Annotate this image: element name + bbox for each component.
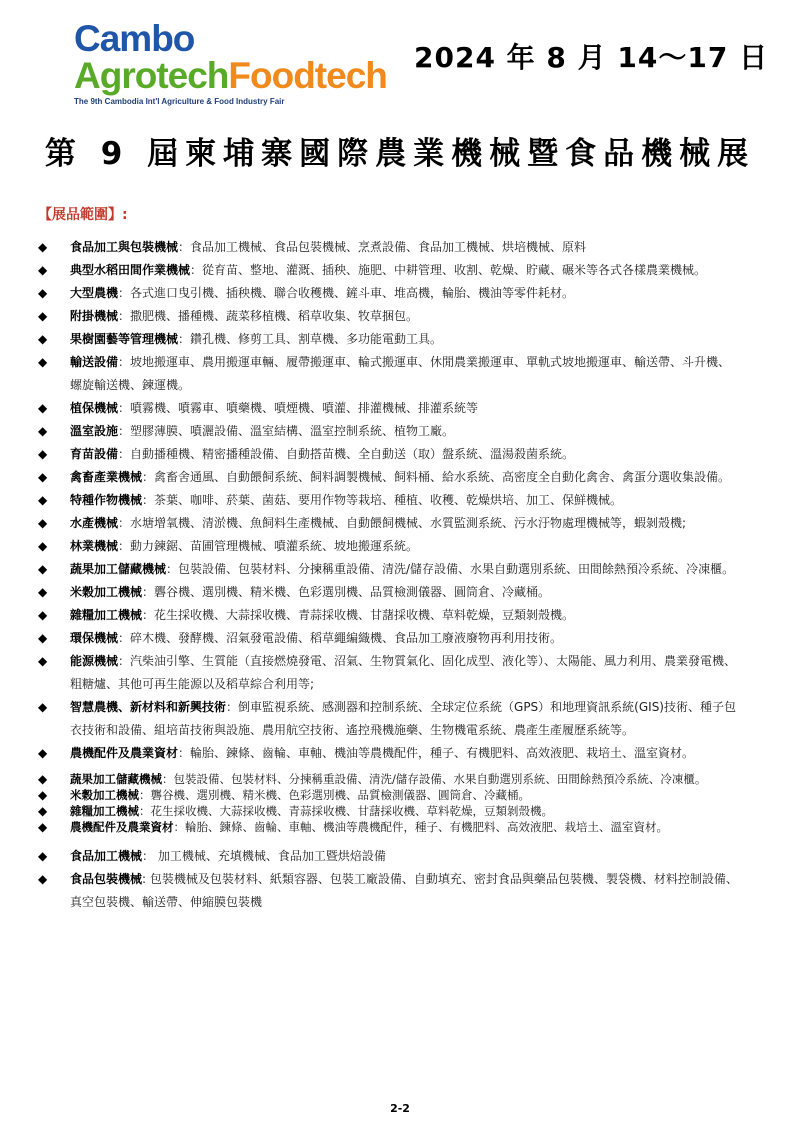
list-item bbox=[38, 771, 738, 787]
list-item-text: ：包裝設備、包裝材料、分揀稱重設備、清洗/儲存設備、水果自動選別系統、田間餘熱預冷系統、冷凍櫃。 bbox=[162, 772, 707, 786]
list-item-content bbox=[70, 604, 738, 627]
diamond-bullet-icon: ◆ bbox=[38, 240, 48, 254]
list-item-content bbox=[70, 351, 738, 397]
list-item-content bbox=[70, 397, 738, 420]
list-item-content bbox=[70, 627, 738, 650]
diamond-bullet-icon: ◆ bbox=[38, 286, 48, 300]
list-item-text: ： 加工機械、充填機械、食品加工暨烘焙設備 bbox=[142, 849, 386, 863]
diamond-bullet-icon: ◆ bbox=[38, 700, 48, 714]
list-item-text: ：花生採收機、大蒜採收機、青蒜採收機、甘藷採收機、草料乾燥，豆類剝殼機。 bbox=[139, 804, 553, 818]
diamond-bullet-icon: ◆ bbox=[38, 424, 48, 438]
list-item-content bbox=[70, 512, 738, 535]
list-item-content bbox=[70, 845, 738, 868]
list-item-text: ：礱谷機、選別機、精米機、色彩選別機、品質檢測儀器、圓筒倉、冷藏桶。 bbox=[142, 585, 551, 599]
list-item bbox=[38, 868, 738, 914]
diamond-bullet-icon: ◆ bbox=[38, 654, 48, 668]
exhibit-list-tail bbox=[38, 845, 738, 914]
diamond-bullet-icon: ◆ bbox=[38, 772, 48, 786]
list-item-content bbox=[70, 771, 738, 787]
list-item-content bbox=[70, 259, 738, 282]
exhibit-list bbox=[38, 236, 738, 914]
logo-agrotech-foodtech-text bbox=[74, 57, 404, 95]
list-item bbox=[38, 535, 738, 558]
diamond-bullet-icon: ◆ bbox=[38, 788, 48, 802]
list-item-content bbox=[70, 443, 738, 466]
list-item bbox=[38, 845, 738, 868]
list-item-text: ：塑膠薄膜、噴灑設備、溫室結構、溫室控制系統、植物工廠。 bbox=[118, 424, 455, 438]
cambo-agrotech-foodtech-logo bbox=[74, 20, 404, 106]
page-number: 2-2 bbox=[390, 1102, 410, 1115]
list-item bbox=[38, 650, 738, 696]
list-item-text: ：花生採收機、大蒜採收機、青蒜採收機、甘藷採收機、草料乾燥，豆類剝殼機。 bbox=[142, 608, 575, 622]
list-item-content bbox=[70, 420, 738, 443]
list-item bbox=[38, 558, 738, 581]
list-item-text: ：茶葉、咖啡、菸葉、菌菇、要用作物等栽培、種植、收穫、乾燥烘培、加工、保鮮機械。 bbox=[142, 493, 623, 507]
list-item-content bbox=[70, 819, 738, 835]
exhibit-scope-label: 【展品範圍】: bbox=[38, 207, 128, 223]
logo-subtitle: The 9th Cambodia Int'l Agriculture & Food Industry Fair bbox=[74, 97, 285, 106]
list-item bbox=[38, 351, 738, 397]
list-item bbox=[38, 512, 738, 535]
list-item-name: 環保機械 bbox=[70, 631, 119, 645]
diamond-bullet-icon: ◆ bbox=[38, 263, 48, 277]
list-item bbox=[38, 305, 738, 328]
diamond-bullet-icon: ◆ bbox=[38, 401, 48, 415]
list-item bbox=[38, 420, 738, 443]
diamond-bullet-icon: ◆ bbox=[38, 631, 48, 645]
list-item-text: ：鑽孔機、修剪工具、割草機、多功能電動工具。 bbox=[178, 332, 443, 346]
list-item-name: 大型農機 bbox=[70, 286, 119, 300]
event-date: 2024 年 8 月 14～17 日 bbox=[414, 41, 769, 74]
list-item-name: 溫室設施 bbox=[70, 424, 119, 438]
list-item bbox=[38, 803, 738, 819]
list-item-name: 雜糧加工機械 bbox=[70, 804, 139, 818]
list-item bbox=[38, 397, 738, 420]
list-item-name: 特種作物機械 bbox=[70, 493, 143, 507]
list-item-content bbox=[70, 466, 738, 489]
exhibit-list-main bbox=[38, 236, 738, 765]
list-item-name: 輸送設備 bbox=[70, 355, 119, 369]
list-item-name: 水產機械 bbox=[70, 516, 119, 530]
list-item-text: ：各式進口曳引機、插秧機、聯合收穫機、鏟斗車、堆高機，輪胎、機油等零件耗材。 bbox=[118, 286, 575, 300]
list-item-text: ：輪胎、鍊條、齒輪、車軸、機油等農機配件，種子、有機肥料、高效液肥、栽培土、溫室資材。 bbox=[173, 820, 668, 834]
list-item-text: : 包裝機械及包裝材料、紙類容器、包裝工廠設備、自動填充、密封食品與藥品包裝機、製袋機、材料控制設備、真空包裝機、輸送帶、伸縮膜包裝機 bbox=[70, 872, 738, 909]
list-item bbox=[38, 466, 738, 489]
list-item-name: 附掛機械 bbox=[70, 309, 119, 323]
diamond-bullet-icon: ◆ bbox=[38, 746, 48, 760]
page-title: 第 9 屆柬埔寨國際農業機械暨食品機械展 bbox=[44, 136, 756, 172]
list-item-text: ：輪胎、鍊條、齒輪、車軸、機油等農機配件，種子、有機肥料、高效液肥、栽培土、溫室資材。 bbox=[178, 746, 695, 760]
list-item-text: ：動力鍊鋸、苗圃管理機械、噴灌系統、坡地搬運系統。 bbox=[118, 539, 419, 553]
list-item-name: 雜糧加工機械 bbox=[70, 608, 143, 622]
list-item bbox=[38, 742, 738, 765]
list-item-content bbox=[70, 282, 738, 305]
list-item bbox=[38, 581, 738, 604]
list-item-name: 蔬果加工儲藏機械 bbox=[70, 772, 162, 786]
list-item-text: ：撒肥機、播種機、蔬菜移植機、稻草收集、牧草捆包。 bbox=[118, 309, 419, 323]
list-item-text: ：礱谷機、選別機、精米機、色彩選別機、品質檢測儀器、圓筒倉、冷藏桶。 bbox=[139, 788, 530, 802]
list-item-content bbox=[70, 803, 738, 819]
list-item bbox=[38, 282, 738, 305]
diamond-bullet-icon: ◆ bbox=[38, 516, 48, 530]
list-item-content bbox=[70, 328, 738, 351]
list-item-text: ：碎木機、發酵機、沼氣發電設備、稻草繩編織機、食品加工廢液廢物再利用技術。 bbox=[118, 631, 563, 645]
diamond-bullet-icon: ◆ bbox=[38, 539, 48, 553]
list-item-name: 育苗設備 bbox=[70, 447, 119, 461]
list-item-text: ：食品加工機械、食品包裝機械、烹煮設備、食品加工機械、烘培機械、原料 bbox=[178, 240, 587, 254]
list-item-name: 智慧農機、新材料和新興技術 bbox=[70, 700, 227, 714]
diamond-bullet-icon: ◆ bbox=[38, 804, 48, 818]
diamond-bullet-icon: ◆ bbox=[38, 562, 48, 576]
list-item-name: 農機配件及農業資材 bbox=[70, 820, 174, 834]
list-item-name: 食品包裝機械 bbox=[70, 872, 143, 886]
list-item-name: 米穀加工機械 bbox=[70, 585, 143, 599]
list-item bbox=[38, 819, 738, 835]
list-item-text: ：禽畜舍通風、自動餵飼系統、飼料調製機械、飼料桶、給水系統、高密度全自動化禽舍、禽蛋分選收集設備。 bbox=[142, 470, 731, 484]
list-item-content bbox=[70, 787, 738, 803]
list-item-text: ：汽柴油引擎、生質能（直接燃燒發電、沼氣、生物質氣化、固化成型、液化等）、太陽能、風力利用、農業發電機、粗糖爐、其他可再生能源以及稻草綜合利用等; bbox=[70, 654, 737, 691]
diamond-bullet-icon: ◆ bbox=[38, 355, 48, 369]
list-item-name: 米穀加工機械 bbox=[70, 788, 139, 802]
list-item-text: ：倒車監視系統、感測器和控制系統、全球定位系統（GPS）和地理資訊系統(GIS)技術、種子包衣技術和設備、組培苗技術與設施、農用航空技術、遙控飛機施藥、生物機電系統、農產生產履歷系統等。 bbox=[70, 700, 736, 737]
list-item bbox=[38, 236, 738, 259]
list-item-text: ：噴霧機、噴霧車、噴藥機、噴煙機、噴灌、排灌機械、排灌系統等 bbox=[118, 401, 479, 415]
list-item-content bbox=[70, 868, 738, 914]
list-item-text: ：包裝設備、包裝材料、分揀稱重設備、清洗/儲存設備、水果自動選別系統、田間餘熱預冷系統、冷凍櫃。 bbox=[166, 562, 735, 576]
list-item-name: 能源機械 bbox=[70, 654, 119, 668]
list-item-name: 果樹園藝等管理機械 bbox=[70, 332, 179, 346]
list-item-content bbox=[70, 535, 738, 558]
list-item-name: 禽畜產業機械 bbox=[70, 470, 143, 484]
list-item-text: ：自動播種機、精密播種設備、自動搭苗機、全自動送（取）盤系統、溫湯殺菌系統。 bbox=[118, 447, 575, 461]
list-item bbox=[38, 489, 738, 512]
diamond-bullet-icon: ◆ bbox=[38, 585, 48, 599]
exhibit-list-small bbox=[38, 771, 738, 835]
list-item-name: 植保機械 bbox=[70, 401, 119, 415]
list-item-text: ：坡地搬運車、農用搬運車輛、履帶搬運車、輪式搬運車、休閒農業搬運車、單軌式坡地搬運車、輸送帶、斗升機、螺旋輸送機、鍊運機。 bbox=[70, 355, 731, 392]
logo-foodtech: Foodtech bbox=[228, 55, 387, 96]
logo-agrotech: Agrotech bbox=[74, 55, 229, 96]
list-item-content bbox=[70, 581, 738, 604]
list-item-name: 典型水稻田間作業機械 bbox=[70, 263, 191, 277]
list-item-content bbox=[70, 696, 738, 742]
diamond-bullet-icon: ◆ bbox=[38, 849, 48, 863]
list-item bbox=[38, 604, 738, 627]
diamond-bullet-icon: ◆ bbox=[38, 309, 48, 323]
list-item-content bbox=[70, 236, 738, 259]
list-item-name: 食品加工與包裝機械 bbox=[70, 240, 179, 254]
list-item bbox=[38, 443, 738, 466]
list-item-text: ：水塘增氧機、清淤機、魚飼料生產機械、自動餵飼機械、水質監測系統、污水汙物處理機械等，蝦剝殼機; bbox=[118, 516, 687, 530]
list-item-content bbox=[70, 742, 738, 765]
list-item-content bbox=[70, 558, 738, 581]
list-item bbox=[38, 696, 738, 742]
list-item-name: 蔬果加工儲藏機械 bbox=[70, 562, 167, 576]
list-item-name: 林業機械 bbox=[70, 539, 119, 553]
list-item bbox=[38, 259, 738, 282]
diamond-bullet-icon: ◆ bbox=[38, 447, 48, 461]
list-item-content bbox=[70, 305, 738, 328]
diamond-bullet-icon: ◆ bbox=[38, 493, 48, 507]
list-item-text: ：從育苗、整地、灌溉、插秧、施肥、中耕管理、收割、乾燥、貯藏、碾米等各式各樣農業機械。 bbox=[190, 263, 707, 277]
list-item bbox=[38, 787, 738, 803]
list-item-content bbox=[70, 489, 738, 512]
logo-cambo-text: Cambo bbox=[74, 18, 195, 59]
diamond-bullet-icon: ◆ bbox=[38, 608, 48, 622]
list-item bbox=[38, 328, 738, 351]
diamond-bullet-icon: ◆ bbox=[38, 470, 48, 484]
diamond-bullet-icon: ◆ bbox=[38, 872, 48, 886]
list-item-name: 食品加工機械 bbox=[70, 849, 143, 863]
list-item-content bbox=[70, 650, 738, 696]
diamond-bullet-icon: ◆ bbox=[38, 332, 48, 346]
list-item-name: 農機配件及農業資材 bbox=[70, 746, 179, 760]
list-item bbox=[38, 627, 738, 650]
diamond-bullet-icon: ◆ bbox=[38, 820, 48, 834]
